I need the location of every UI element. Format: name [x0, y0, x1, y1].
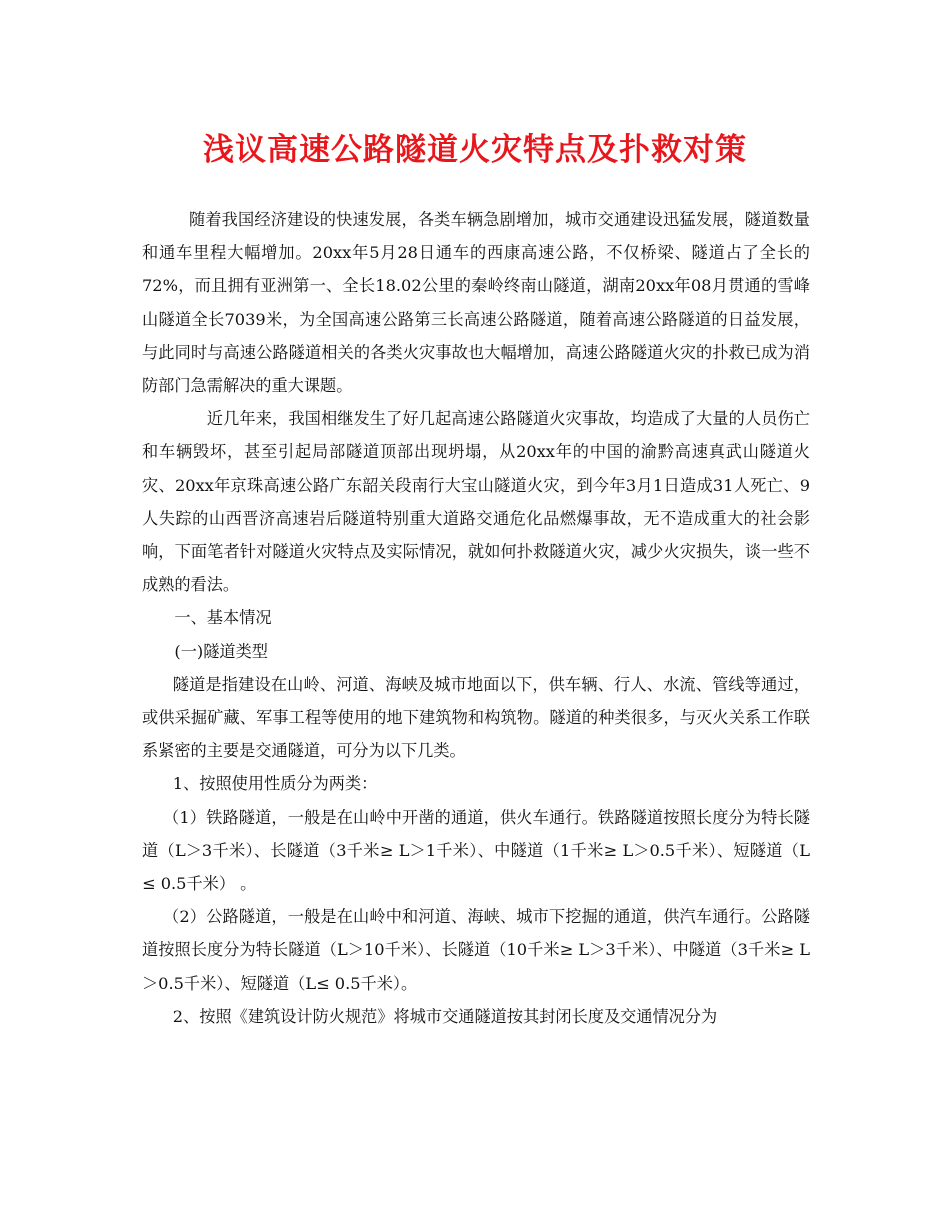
list-item-railway-tunnel: （1）铁路隧道，一般是在山岭中开凿的通道，供火车通行。铁路隧道按照长度分为特长隧道（L＞3千米）、长隧道（3千米≥ L＞1千米）、中隧道（1千米≥ L＞0.5千米）、短隧道（L ≤ 0.5千米） 。: [142, 807, 810, 894]
document-title: 浅议高速公路隧道火灾特点及扑救对策: [203, 132, 747, 168]
paragraph-intro: 随着我国经济建设的快速发展，各类车辆急剧增加，城市交通建设迅猛发展，隧道数量和通车里程大幅增加。20xx年5月28日通车的西康高速公路，不仅桥梁、隧道占了全长的72%，而且拥有亚洲第一、全长18.02公里的秦岭终南山隧道，湖南20xx年08月贯通的雪峰山隧道全长7039米，为全国高速公路第三长高速公路隧道，随着高速公路隧道的日益发展，与此同时与高速公路隧道相关的各类火灾事故也大幅增加，高速公路隧道火灾的扑救已成为消防部门急需解决的重大课题。: [142, 210, 810, 396]
section-heading-basic-situation: 一、基本情况: [174, 608, 272, 628]
paragraph-tunnel-definition: 隧道是指建设在山岭、河道、海峡及城市地面以下，供车辆、行人、水流、管线等通过，或供采掘矿藏、军事工程等使用的地下建筑物和构筑物。隧道的种类很多，与灭火关系工作联系紧密的主要是交通隧道，可分为以下几类。: [142, 674, 810, 761]
document-body: [142, 203, 810, 1033]
list-item-highway-tunnel: （2）公路隧道，一般是在山岭中和河道、海峡、城市下挖掘的通道，供汽车通行。公路隧道按照长度分为特长隧道（L＞10千米）、长隧道（10千米≥ L＞3千米）、中隧道（3千米≥ L＞0.5千米）、短隧道（L≤ 0.5千米）。: [142, 907, 810, 993]
list-heading-by-usage: 1、按照使用性质分为两类：: [172, 774, 378, 794]
subsection-heading-tunnel-types: (一)隧道类型: [174, 641, 268, 661]
paragraph-recent-accidents: 近几年来，我国相继发生了好几起高速公路隧道火灾事故，均造成了大量的人员伤亡和车辆毁坏，甚至引起局部隧道顶部出现坍塌，从20xx年的中国的渝黔高速真武山隧道火灾、20xx年京珠高速公路广东韶关段南行大宝山隧道火灾，到今年3月1日造成31人死亡、9人失踪的山西晋济高速岩后隧道特别重大道路交通危化品燃爆事故，无不造成重大的社会影响，下面笔者针对隧道火灾特点及实际情况，就如何扑救隧道火灾，减少火灾损失，谈一些不成熟的看法。: [142, 409, 810, 595]
list-heading-by-fire-code: 2、按照《建筑设计防火规范》将城市交通隧道按其封闭长度及交通情况分为: [172, 1006, 718, 1026]
